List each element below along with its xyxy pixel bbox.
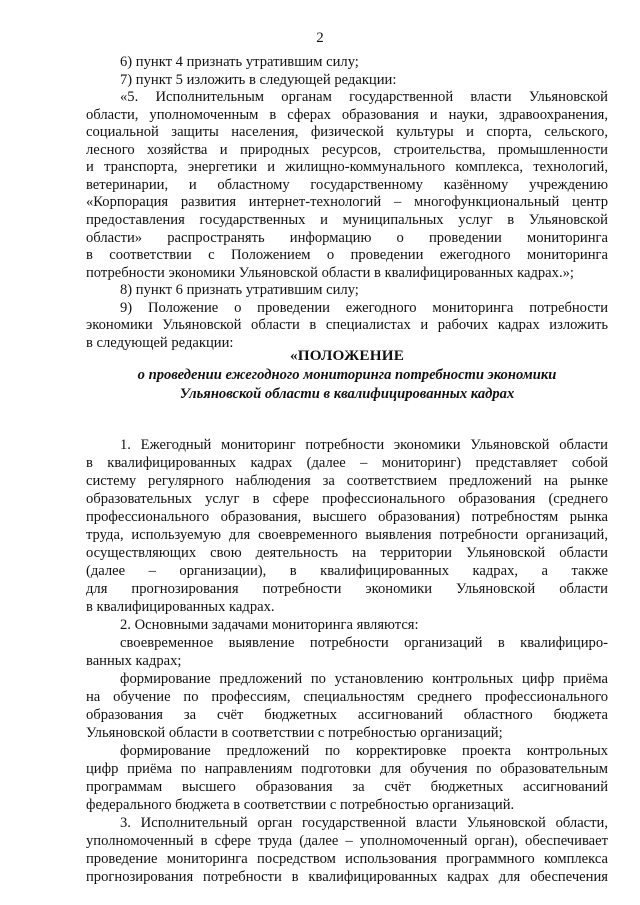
text-line: образовательных услуг в сфере профессионального образования (среднего	[86, 491, 608, 507]
regulation-subtitle-line-2: Ульяновской области в квалифицированных кадрах	[179, 386, 515, 402]
text-line: «5. Исполнительным органам государственной власти Ульяновской	[120, 89, 608, 106]
text-line: ветеринарии, и областному государственному казённому учреждению	[86, 176, 608, 193]
text-line: в квалифицированных кадрах.	[86, 599, 275, 615]
text-line: формирование предложений по установлению контрольных цифр приёма	[120, 671, 608, 687]
text-line: социальной защиты населения, физической культуры и спорта, сельского,	[86, 124, 608, 141]
text-line: профессионального образования, высшего образования) потребностям рынка	[86, 509, 608, 525]
regulation-subtitle-line-1: о проведении ежегодного мониторинга потребности экономики	[137, 367, 557, 383]
text-line: на обучение по профессиям, специальностям среднего профессионального	[86, 689, 608, 705]
text-line: ванных кадрах;	[86, 653, 182, 669]
text-line: 8) пункт 6 признать утратившим силу;	[120, 282, 359, 299]
text-line: 2. Основными задачами мониторинга являются:	[120, 617, 419, 633]
text-line: федерального бюджета в соответствии с потребностью организаций.	[86, 797, 515, 813]
text-line: «Корпорация развития интернет-технологий – многофункциональный центр	[86, 194, 608, 211]
text-line: потребности экономики Ульяновской области в квалифицированных кадрах.»;	[86, 264, 574, 281]
text-line: и транспорта, энергетики и жилищно-коммунального комплекса, технологий,	[86, 159, 608, 176]
text-line: Ульяновской области в соответствии с потребностью организаций;	[86, 725, 503, 741]
text-line: (далее – организации), в квалифицированных кадрах, а также	[86, 563, 608, 579]
text-line: прогнозирования потребности в квалифицированных кадрах для обеспечения	[86, 869, 608, 885]
text-line: лесного хозяйства и природных ресурсов, строительства, промышленности	[86, 141, 608, 158]
text-line: цифр приёма по направлениям подготовки для обучения по образовательным	[86, 761, 608, 777]
text-line: уполномоченный в сфере труда (далее – уполномоченный орган), обеспечивает	[86, 833, 608, 849]
text-line: 6) пункт 4 признать утратившим силу;	[120, 54, 359, 70]
text-line: своевременное выявление потребности организаций в квалифициро-	[120, 635, 608, 651]
text-line: программам высшего образования за счёт бюджетных ассигнований	[86, 779, 608, 795]
page-number: 2	[316, 30, 324, 46]
text-line: проведение мониторинга посредством использования программного комплекса	[86, 851, 608, 867]
text-line: экономики Ульяновской области в специалистах и рабочих кадрах изложить	[86, 317, 608, 334]
text-line: в соответствии с Положением о проведении ежегодного мониторинга	[86, 247, 608, 264]
text-line: для прогнозирования потребности экономики Ульяновской области	[86, 581, 608, 597]
text-line: осуществляющих свою деятельность на территории Ульяновской области	[86, 545, 608, 561]
regulation-title: «ПОЛОЖЕНИЕ	[289, 347, 405, 364]
text-line: в следующей редакции:	[86, 334, 234, 351]
text-line: 7) пункт 5 изложить в следующей редакции:	[120, 71, 397, 88]
text-line: 3. Исполнительный орган государственной власти Ульяновской области,	[120, 815, 608, 831]
text-line: труда, используемую для своевременного выявления потребности организаций,	[86, 527, 608, 543]
text-line: образования за счёт бюджетных ассигнований областного бюджета	[86, 707, 608, 723]
text-line: предоставления государственных и муниципальных услуг в Ульяновской	[86, 211, 608, 228]
text-line: в квалифицированных кадрах (далее – мониторинг) представляет собой	[86, 455, 608, 471]
text-line: области» распространять информацию о проведении мониторинга	[86, 229, 608, 246]
text-line: формирование предложений по корректировке проекта контрольных	[120, 743, 608, 759]
text-line: области, уполномоченным в сферах образования и науки, здравоохранения,	[86, 106, 608, 123]
text-line: систему регулярного наблюдения за соответствием предложений на рынке	[86, 473, 608, 489]
text-line: 9) Положение о проведении ежегодного мониторинга потребности	[120, 299, 608, 316]
text-line: 1. Ежегодный мониторинг потребности экономики Ульяновской области	[120, 437, 608, 453]
